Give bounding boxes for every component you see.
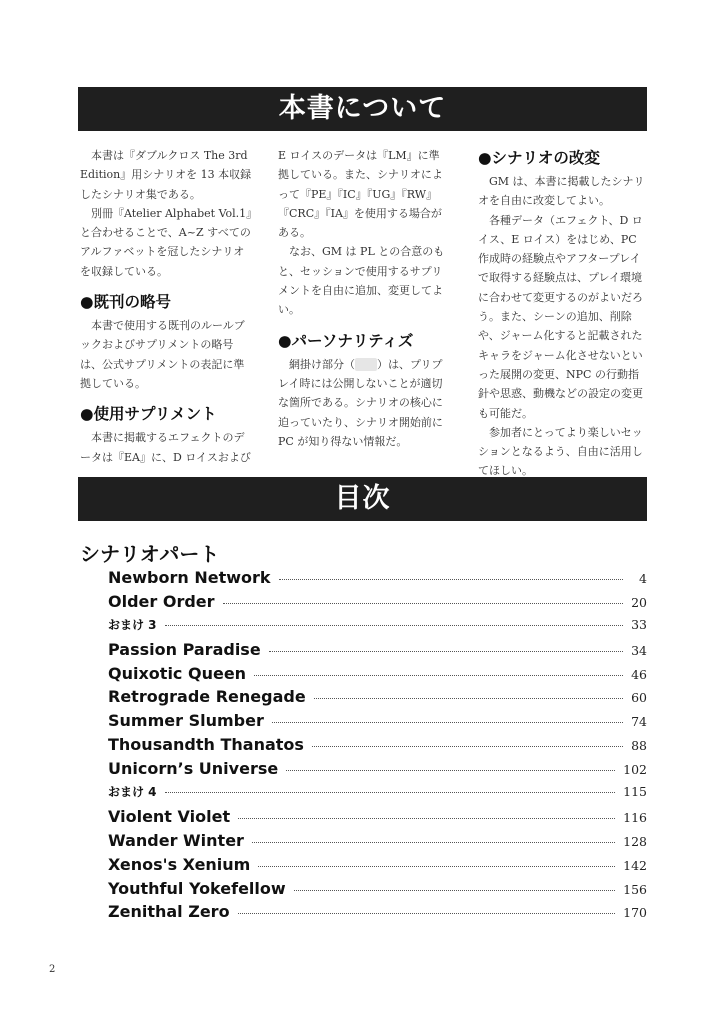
section-heading: ●既刊の略号 <box>80 293 172 312</box>
toc-entry-title: Zenithal Zero <box>108 902 230 922</box>
toc-entry[interactable] <box>108 687 647 711</box>
toc-entry-title: Youthful Yokefellow <box>108 878 286 898</box>
toc-section-title: シナリオパート <box>80 542 220 566</box>
toc-entry[interactable] <box>108 759 647 783</box>
toc-entry[interactable] <box>108 616 647 640</box>
toc-entry-page: 34 <box>631 642 647 658</box>
toc-dot-leader <box>294 890 615 891</box>
toc-entry-page: 88 <box>631 738 647 754</box>
about-column-1 <box>80 146 252 467</box>
about-column-2 <box>278 146 450 451</box>
toc-dot-leader <box>238 913 616 914</box>
toc-entry-page: 4 <box>639 571 647 586</box>
paragraph: GM は、本書に掲載したシナリオを自由に改変してよい。 <box>478 175 645 208</box>
toc-entry-page: 46 <box>631 666 647 682</box>
toc-entry-page: 156 <box>623 881 647 897</box>
toc-entry-page: 116 <box>623 809 647 825</box>
toc-entry[interactable] <box>108 783 647 807</box>
toc-heading-banner <box>78 477 647 521</box>
toc-entry-title: Wander Winter <box>108 830 244 850</box>
paragraph: 参加者にとってより楽しいセッションとなるよう、自由に活用してほしい。 <box>478 425 643 478</box>
toc-entry[interactable] <box>108 592 647 616</box>
toc-dot-leader <box>312 746 623 747</box>
toc-entry-title: Quixotic Queen <box>108 663 247 683</box>
toc-entry[interactable] <box>108 711 647 735</box>
toc-entry-title: おまけ 4 <box>108 785 157 800</box>
toc-dot-leader <box>279 579 623 580</box>
toc-dot-leader <box>314 698 623 699</box>
toc-dot-leader <box>223 603 623 604</box>
toc-entry-page: 20 <box>631 594 647 610</box>
toc-heading: 目次 <box>334 483 391 514</box>
page-number: 2 <box>49 964 56 975</box>
toc-entry-page: 128 <box>623 833 647 849</box>
toc-entry-page: 60 <box>631 690 647 706</box>
toc-entry-title: Unicorn’s Universe <box>108 759 279 779</box>
toc-entry-page: 74 <box>631 714 647 730</box>
toc-entry-title: Summer Slumber <box>108 711 264 731</box>
paragraph: 別冊『Atelier Alphabet Vol.1』と合わせることで、A~Z すべてのアルファベットを冠したシナリオを収録している。 <box>80 206 252 278</box>
toc-entry[interactable] <box>108 735 647 759</box>
toc-entry-title: おまけ 3 <box>108 617 157 632</box>
toc-dot-leader <box>252 842 615 843</box>
toc-entry-title: Passion Paradise <box>108 639 261 659</box>
toc-dot-leader <box>269 651 623 652</box>
shaded-example <box>355 358 377 371</box>
paragraph: なお、GM は PL との合意のもと、セッションで使用するサプリメントを自由に追加、変更してよい。 <box>278 245 445 317</box>
paragraph: 本書に掲載するエフェクトのデータは『EA』に、D ロイスおよび <box>80 431 251 464</box>
toc-entry-page: 33 <box>631 616 647 632</box>
paragraph: 本書で使用する既刊のルールブックおよびサプリメントの略号は、公式サプリメントの表記に準拠している。 <box>80 319 245 390</box>
toc-entry-page: 142 <box>623 857 647 873</box>
about-column-3 <box>478 146 648 481</box>
toc-dot-leader <box>286 770 615 771</box>
toc-dot-leader <box>272 722 623 723</box>
section-heading: ●使用サプリメント <box>80 405 217 424</box>
paragraph: 各種データ（エフェクト、D ロイス、E ロイス）をはじめ、PC 作成時の経験点やアフタープレイで取得する経験点は、プレイ環境に合わせて変更するのがよいだろう。また、シーンの追加、削除や、ジャーム化すると記載されたキャラをジャーム化させないといった展開の変更、NPC の行動指針や思惑、動機などの設定の変更も可能だ。 <box>478 213 643 420</box>
toc-list <box>108 568 647 926</box>
toc-entry[interactable] <box>108 855 647 879</box>
toc-dot-leader <box>238 818 615 819</box>
toc-entry-title: Violent Violet <box>108 806 231 826</box>
paragraph: E ロイスのデータは『LM』に準拠している。また、シナリオによって『PE』『IC』『UG』『RW』『CRC』『IA』を使用する場合がある。 <box>278 149 443 240</box>
toc-entry[interactable] <box>108 568 647 592</box>
paragraph: 網掛け部分（ ）は、プリプレイ時には公開しないことが適切な箇所である。シナリオの核心に迫っていたり、シナリオ開始前に PC が知り得ない情報だ。 <box>278 357 443 448</box>
about-heading-banner <box>78 87 647 131</box>
paragraph: 本書は『ダブルクロス The 3rd Edition』用シナリオを 13 本収録したシナリオ集である。 <box>80 149 252 201</box>
section-heading: ●パーソナリティズ <box>278 331 414 350</box>
toc-entry-title: Older Order <box>108 591 215 611</box>
toc-entry[interactable] <box>108 831 647 855</box>
toc-entry-title: Retrograde Renegade <box>108 687 306 707</box>
section-heading: ●シナリオの改変 <box>478 149 600 167</box>
toc-entry-page: 115 <box>623 784 647 800</box>
toc-entry-page: 170 <box>623 905 647 921</box>
toc-entry[interactable] <box>108 807 647 831</box>
toc-entry[interactable] <box>108 640 647 664</box>
toc-entry[interactable] <box>108 664 647 688</box>
toc-dot-leader <box>165 792 616 793</box>
toc-dot-leader <box>165 625 623 626</box>
toc-entry-title: Thousandth Thanatos <box>108 735 304 755</box>
toc-entry[interactable] <box>108 879 647 903</box>
toc-entry-title: Newborn Network <box>108 568 271 587</box>
toc-entry[interactable] <box>108 902 647 926</box>
about-heading: 本書について <box>278 93 447 124</box>
toc-entry-page: 102 <box>623 762 647 778</box>
toc-dot-leader <box>258 866 615 867</box>
toc-entry-title: Xenos's Xenium <box>108 854 251 874</box>
toc-dot-leader <box>254 675 623 676</box>
